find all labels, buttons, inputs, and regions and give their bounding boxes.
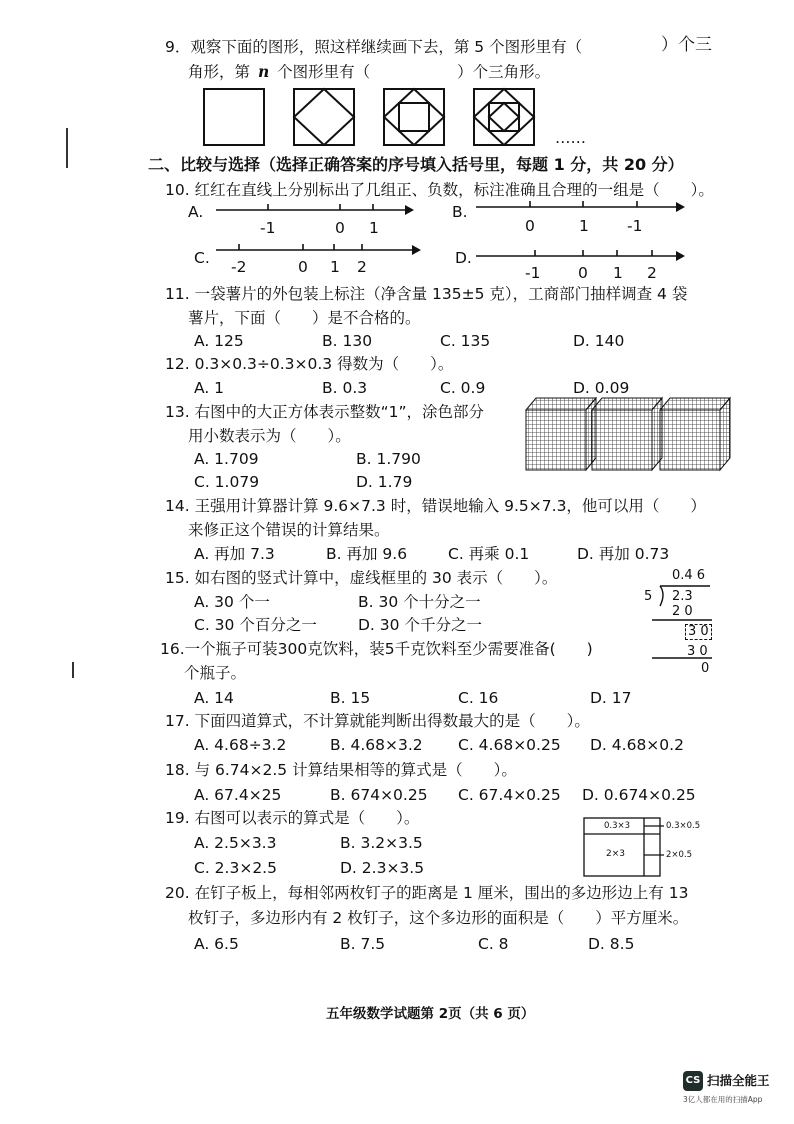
q18-stem: 18. 与 6.74×2.5 计算结果相等的算式是（ ）。 (165, 761, 517, 779)
q17-option-c: C. 4.68×0.25 (458, 736, 561, 754)
q16-option-a: A. 14 (194, 689, 234, 707)
q19-label-top: 0.3×3 (604, 821, 631, 831)
q15-quotient: 0.4 6 (672, 568, 706, 583)
q13-line1: 13. 右图中的大正方体表示整数“1”，涂色部分 (165, 403, 485, 421)
q15-remainder-2: 3 0 (685, 624, 712, 640)
q15-option-a: A. 30 个一 (194, 593, 270, 611)
q11-option-d: D. 140 (573, 332, 625, 350)
q15-stem: 15. 如右图的竖式计算中，虚线框里的 30 表示（ ）。 (165, 569, 558, 587)
q20-option-b: B. 7.5 (340, 935, 386, 953)
q18-option-c: C. 67.4×0.25 (458, 786, 561, 804)
q13-option-b: B. 1.790 (356, 450, 421, 468)
q14-option-c: C. 再乘 0.1 (448, 545, 530, 563)
q18-option-d: D. 0.674×0.25 (582, 786, 696, 804)
q9-variable-n: n (257, 62, 270, 81)
q10-c-letter: C. (194, 249, 210, 267)
q14-option-b: B. 再加 9.6 (326, 545, 408, 563)
q19-area-figure (584, 818, 724, 880)
q16-option-d: D. 17 (590, 689, 632, 707)
q19-label-bottom: 2×3 (606, 849, 625, 859)
q14-option-a: A. 再加 7.3 (194, 545, 275, 563)
q19-label-right-bottom: 2×0.5 (666, 850, 693, 860)
q10-c-tick-2: 0 (298, 258, 308, 276)
q15-option-c: C. 30 个百分之一 (194, 616, 317, 634)
q12-option-d: D. 0.09 (573, 379, 630, 397)
q15-option-b: B. 30 个十分之一 (358, 593, 481, 611)
q9-line2a: 角形，第 (188, 63, 251, 81)
q20-line2: 枚钉子，多边形内有 2 枚钉子，这个多边形的面积是（ ）平方厘米。 (188, 909, 689, 927)
q17-stem: 17. 下面四道算式，不计算就能判断出得数最大的是（ ）。 (165, 712, 590, 730)
q20-line1: 20. 在钉子板上，每相邻两枚钉子的距离是 1 厘米，围出的多边形边上有 13 (165, 884, 689, 902)
q12-stem: 12. 0.3×0.3÷0.3×0.3 得数为（ ）。 (165, 355, 454, 373)
q12-option-a: A. 1 (194, 379, 225, 397)
q13-option-d: D. 1.79 (356, 473, 413, 491)
q10-c-tick-1: -2 (231, 258, 247, 276)
q17-option-a: A. 4.68÷3.2 (194, 736, 287, 754)
q9-ellipsis: …… (555, 129, 586, 147)
q13-line2: 用小数表示为（ ）。 (188, 427, 351, 445)
scanner-logo-icon: CS (683, 1071, 703, 1091)
q15-remainder-1: 2 0 (672, 604, 693, 619)
q20-option-d: D. 8.5 (588, 935, 635, 953)
q14-line2: 来修正这个错误的计算结果。 (188, 521, 390, 539)
q13-cube-1 (526, 398, 596, 470)
q11-line1: 11. 一袋薯片的外包装上标注（净含量 135±5 克），工商部门抽样调查 4 袋 (165, 285, 688, 303)
q10-d-tick-2: 0 (578, 264, 588, 282)
q19-option-c: C. 2.3×2.5 (194, 859, 277, 877)
q18-option-b: B. 674×0.25 (330, 786, 428, 804)
q9-line2b: 个图形里有（ (277, 63, 371, 81)
q11-option-c: C. 135 (440, 332, 491, 350)
q19-stem: 19. 右图可以表示的算式是（ ）。 (165, 809, 420, 827)
q10-d-tick-4: 2 (647, 264, 657, 282)
q13-option-c: C. 1.079 (194, 473, 260, 491)
section-2-title: 二、比较与选择（选择正确答案的序号填入括号里，每题 1 分，共 20 分） (148, 155, 684, 174)
q15-division-lines (600, 566, 720, 676)
q13-cube-3 (660, 398, 730, 470)
q12-option-c: C. 0.9 (440, 379, 486, 397)
q20-option-a: A. 6.5 (194, 935, 239, 953)
q11-option-b: B. 130 (322, 332, 373, 350)
q9-line1: 9．观察下面的图形，照这样继续画下去，第 5 个图形里有（ (165, 38, 583, 56)
q20-option-c: C. 8 (478, 935, 509, 953)
q10-stem: 10. 红红在直线上分别标出了几组正、负数，标注准确且合理的一组是（ ）。 (165, 181, 714, 199)
q13-cube-2 (592, 398, 662, 470)
q16-option-b: B. 15 (330, 689, 371, 707)
q17-option-b: B. 4.68×3.2 (330, 736, 423, 754)
q15-divisor: 5 (644, 589, 653, 604)
q18-option-a: A. 67.4×25 (194, 786, 282, 804)
q11-option-a: A. 125 (194, 332, 244, 350)
q15-dividend: 2.3 (672, 589, 693, 604)
q10-b-tick-2: 1 (579, 217, 589, 235)
scanner-app-name: 扫描全能王 (707, 1073, 770, 1088)
q12-option-b: B. 0.3 (322, 379, 368, 397)
q19-option-b: B. 3.2×3.5 (340, 834, 423, 852)
q15-long-division (600, 566, 720, 676)
q16-line2: 个瓶子。 (184, 664, 247, 682)
q13-option-a: A. 1.709 (194, 450, 259, 468)
q15-remainder-4: 0 (701, 661, 710, 676)
q10-d-tick-3: 1 (613, 264, 623, 282)
q10-a-tick-2: 0 (335, 219, 345, 237)
q10-b-tick-1: 0 (525, 217, 535, 235)
q10-a-letter: A. (188, 203, 204, 221)
q11-line2: 薯片，下面（ ）是不合格的。 (188, 309, 421, 327)
q19-option-a: A. 2.5×3.3 (194, 834, 277, 852)
q17-option-d: D. 4.68×0.2 (590, 736, 684, 754)
q9-line1-right: ）个三 (661, 35, 712, 55)
q10-a-tick-1: -1 (260, 219, 276, 237)
scanner-tagline: 3亿人都在用的扫描App (683, 1095, 763, 1104)
q10-d-tick-1: -1 (525, 264, 541, 282)
q10-b-tick-3: -1 (627, 217, 643, 235)
q19-option-d: D. 2.3×3.5 (340, 859, 425, 877)
q9-line2c: ）个三角形。 (457, 63, 551, 81)
q15-option-d: D. 30 个千分之一 (358, 616, 482, 634)
q14-option-d: D. 再加 0.73 (577, 545, 670, 563)
q10-c-tick-3: 1 (330, 258, 340, 276)
q16-line1: 16.一个瓶子可装300克饮料，装5千克饮料至少需要准备( ) (160, 640, 593, 658)
q14-line1: 14. 王强用计算器计算 9.6×7.3 时，错误地输入 9.5×7.3，他可以用（ ） (165, 497, 706, 515)
q16-option-c: C. 16 (458, 689, 499, 707)
q15-remainder-3: 3 0 (687, 644, 708, 659)
page-footer: 五年级数学试题第 2页（共 6 页） (326, 1006, 535, 1022)
q10-a-tick-3: 1 (369, 219, 379, 237)
q19-label-right-top: 0.3×0.5 (666, 821, 701, 831)
q10-d-letter: D. (455, 249, 472, 267)
q10-c-tick-4: 2 (357, 258, 367, 276)
q10-b-letter: B. (452, 203, 468, 221)
